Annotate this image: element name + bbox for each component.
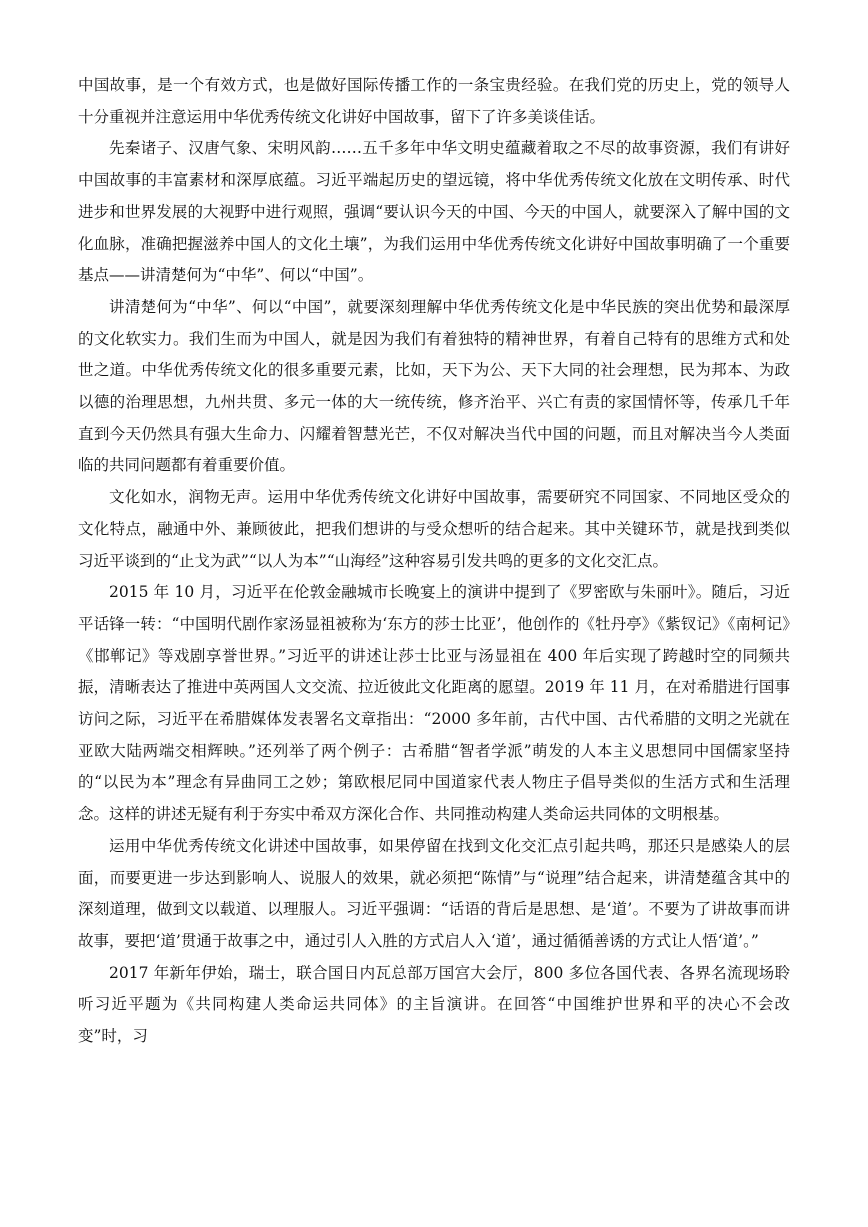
article-body	[78, 70, 790, 1053]
paragraph-3: 讲清楚何为“中华”、何以“中国”，就要深刻理解中华优秀传统文化是中华民族的突出优势和最深厚的文化软实力。我们生而为中国人，就是因为我们有着独特的精神世界，有着自己特有的思维方式和处世之道。中华优秀传统文化的很多重要元素，比如，天下为公、天下大同的社会理想，民为邦本、为政以德的治理思想，九州共贯、多元一体的大一统传统，修齐治平、兴亡有责的家国情怀等，传承几千年直到今天仍然具有强大生命力、闪耀着智慧光芒，不仅对解决当代中国的问题，而且对解决当今人类面临的共同问题都有着重要价值。	[78, 297, 790, 475]
paragraph-1: 中国故事，是一个有效方式，也是做好国际传播工作的一条宝贵经验。在我们党的历史上，党的领导人十分重视并注意运用中华优秀传统文化讲好中国故事，留下了许多美谈佳话。	[78, 76, 790, 126]
paragraph-6: 运用中华优秀传统文化讲述中国故事，如果停留在找到文化交汇点引起共鸣，那还只是感染人的层面，而要更进一步达到影响人、说服人的效果，就必须把“陈情”与“说理”结合起来，讲清楚蕴含其中的深刻道理，做到文以载道、以理服人。习近平强调：“话语的背后是思想、是‘道’。不要为了讲故事而讲故事，要把‘道’贯通于故事之中，通过引人入胜的方式启人入‘道’，通过循循善诱的方式让人悟‘道’。”	[78, 836, 790, 950]
paragraph-7: 2017 年新年伊始，瑞士，联合国日内瓦总部万国宫大会厅，800 多位各国代表、各界名流现场聆听习近平题为《共同构建人类命运共同体》的主旨演讲。在回答“中国维护世界和平的决心不会改变”时，习	[78, 963, 790, 1046]
paragraph-5: 2015 年 10 月，习近平在伦敦金融城市长晚宴上的演讲中提到了《罗密欧与朱丽叶》。随后，习近平话锋一转：“中国明代剧作家汤显祖被称为‘东方的莎士比亚’，他创作的《牡丹亭》《紫钗记》《南柯记》《邯郸记》等戏剧享誉世界。”习近平的讲述让莎士比亚与汤显祖在 400 年后实现了跨越时空的同频共振，清晰表达了推进中英两国人文交流、拉近彼此文化距离的愿望。2019 年 11 月，在对希腊进行国事访问之际，习近平在希腊媒体发表署名文章指出：“2000 多年前，古代中国、古代希腊的文明之光就在亚欧大陆两端交相辉映。”还列举了两个例子：古希腊“智者学派”萌发的人本主义思想同中国儒家坚持的“以民为本”理念有异曲同工之妙；第欧根尼同中国道家代表人物庄子倡导类似的生活方式和生活理念。这样的讲述无疑有利于夯实中希双方深化合作、共同推动构建人类命运共同体的文明根基。	[78, 583, 790, 824]
paragraph-2: 先秦诸子、汉唐气象、宋明风韵……五千多年中华文明史蕴藏着取之不尽的故事资源，我们有讲好中国故事的丰富素材和深厚底蕴。习近平端起历史的望远镜，将中华优秀传统文化放在文明传承、时代进步和世界发展的大视野中进行观照，强调“要认识今天的中国、今天的中国人，就要深入了解中国的文化血脉，准确把握滋养中国人的文化土壤”，为我们运用中华优秀传统文化讲好中国故事明确了一个重要基点——讲清楚何为“中华”、何以“中国”。	[78, 139, 790, 285]
paragraph-4: 文化如水，润物无声。运用中华优秀传统文化讲好中国故事，需要研究不同国家、不同地区受众的文化特点，融通中外、兼顾彼此，把我们想讲的与受众想听的结合起来。其中关键环节，就是找到类似习近平谈到的“止戈为武”“以人为本”“山海经”这种容易引发共鸣的更多的文化交汇点。	[78, 488, 790, 570]
